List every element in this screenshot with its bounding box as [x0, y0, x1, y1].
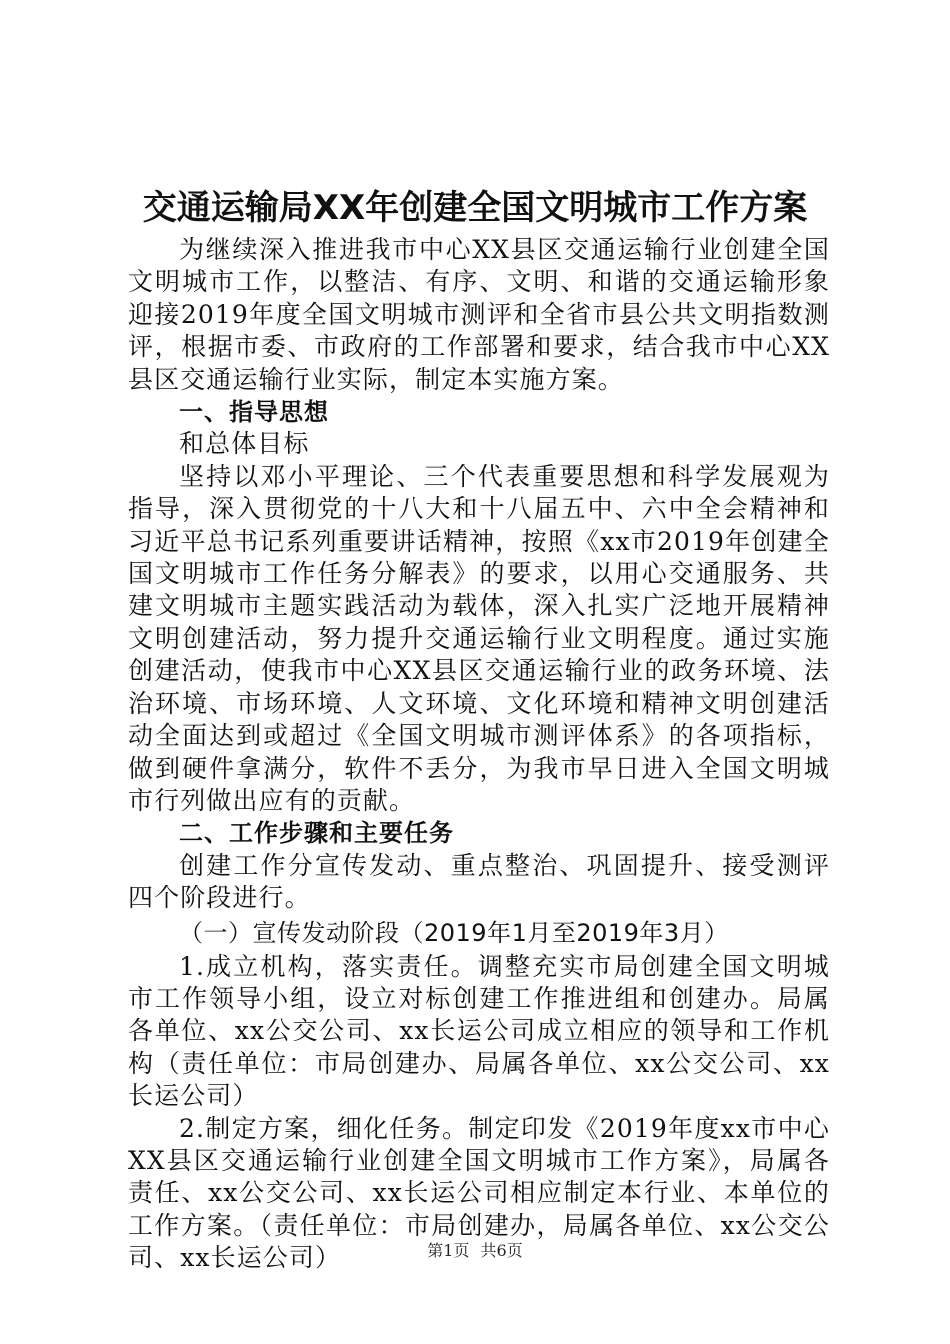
page-footer: 第1页 共6页 [427, 1241, 523, 1260]
section-1-subheading: 和总体目标 [179, 429, 310, 459]
section-1-paragraph: 坚持以邓小平理论、三个代表重要思想和科学发展观为指导，深入贯彻党的十八大和十八届五中、六中全会精神和习近平总书记系列重要讲话精神，按照《xx市2019年创建全国文明城市工作任务分解表》的要求，以用心交通服务、共建文明城市主题实践活动为载体，深入扎实广泛地开展精神文明创建活动，努力提升交通运输行业文明程度。通过实施创建活动，使我市中心XX县区交通运输行业的政务环境、法治环境、市场环境、人文环境、文化环境和精神文明创建活动全面达到或超过《全国文明城市测评体系》的各项指标，做到硬件拿满分，软件不丢分，为我市早日进入全国文明城市行列做出应有的贡献。 [128, 461, 830, 815]
item-1-paragraph: 1.成立机构，落实责任。调整充实市局创建全国文明城市工作领导小组，设立对标创建工作推进组和创建办。局属各单位、xx公交公司、xx长运公司成立相应的领导和工作机构（责任单位：市局创建办、局属各单位、xx公交公司、xx长运公司） [128, 951, 830, 1111]
stage-1-heading: （一）宣传发动阶段（2019年1月至2019年3月） [179, 918, 729, 947]
document-body [128, 234, 830, 1275]
document-title: 交通运输局XX年创建全国文明城市工作方案 [142, 188, 808, 228]
section-2-heading: 二、工作步骤和主要任务 [179, 819, 454, 848]
section-2-paragraph: 创建工作分宣传发动、重点整治、巩固提升、接受测评四个阶段进行。 [128, 850, 830, 913]
item-2-paragraph: 2.制定方案，细化任务。制定印发《2019年度xx市中心XX县区交通运输行业创建全国文明城市工作方案》，局属各责任、xx公交公司、xx长运公司相应制定本行业、本单位的工作方案。（责任单位：市局创建办，局属各单位、xx公交公司、xx长运公司） [128, 1113, 830, 1273]
section-1-heading: 一、指导思想 [179, 398, 329, 427]
intro-paragraph: 为继续深入推进我市中心XX县区交通运输行业创建全国文明城市工作，以整洁、有序、文明、和谐的交通运输形象迎接2019年度全国文明城市测评和全省市县公共文明指数测评，根据市委、市政府的工作部署和要求，结合我市中心XX县区交通运输行业实际，制定本实施方案。 [128, 235, 830, 394]
